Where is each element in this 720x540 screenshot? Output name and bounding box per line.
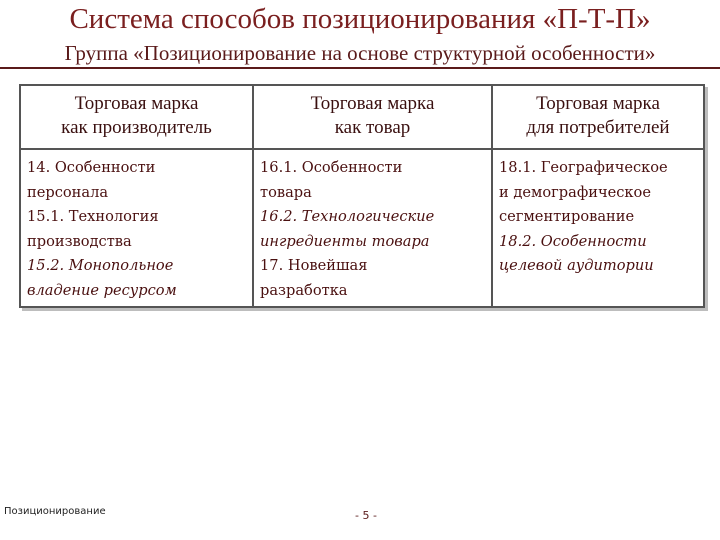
item-line: целевой аудитории (499, 257, 654, 274)
header-line: для потребителей (526, 117, 670, 138)
title-divider (0, 67, 720, 69)
slide-title: Система способов позиционирования «П-Т-П» (69, 3, 651, 35)
column-header-product (252, 86, 491, 148)
column-header-producer (21, 86, 252, 148)
header-line: как товар (334, 117, 411, 138)
item-line: разработка (260, 281, 348, 299)
list-item (499, 230, 699, 279)
page-number: - 5 - (355, 509, 377, 522)
list-item (260, 156, 487, 205)
item-line: 17. Новейшая (260, 257, 368, 274)
item-line: 18.2. Особенности (499, 232, 647, 250)
positioning-table (19, 84, 705, 308)
item-line: 15.1. Технология (27, 208, 159, 225)
header-line: как производитель (61, 117, 212, 138)
item-line: 15.2. Монопольное (27, 257, 174, 274)
column-body-product (252, 148, 491, 306)
item-line: сегментирование (499, 208, 635, 225)
item-line: производства (27, 232, 132, 250)
list-item (260, 205, 487, 254)
header-line: Торговая марка (536, 93, 660, 114)
header-line: Торговая марка (310, 93, 435, 114)
list-item (260, 254, 487, 303)
column-header-consumers (491, 86, 703, 148)
list-item (27, 156, 248, 205)
item-line: 16.1. Особенности (260, 159, 403, 176)
item-line: и демографическое (499, 183, 651, 201)
list-item (499, 156, 699, 230)
item-line: ингредиенты товара (260, 232, 430, 250)
list-item (27, 254, 248, 303)
item-line: 14. Особенности (27, 159, 156, 176)
list-item (27, 205, 248, 254)
item-line: товара (260, 183, 312, 201)
header-line: Торговая марка (74, 93, 199, 114)
item-line: персонала (27, 183, 109, 201)
item-line: владение ресурсом (27, 281, 177, 299)
column-body-consumers (491, 148, 703, 306)
item-line: 16.2. Технологические (260, 208, 435, 225)
slide-subtitle: Группа «Позиционирование на основе структурной особенности» (64, 41, 656, 65)
item-line: 18.1. Географическое (499, 159, 668, 176)
column-body-producer (21, 148, 252, 306)
footer-caption: Позиционирование (4, 506, 106, 517)
